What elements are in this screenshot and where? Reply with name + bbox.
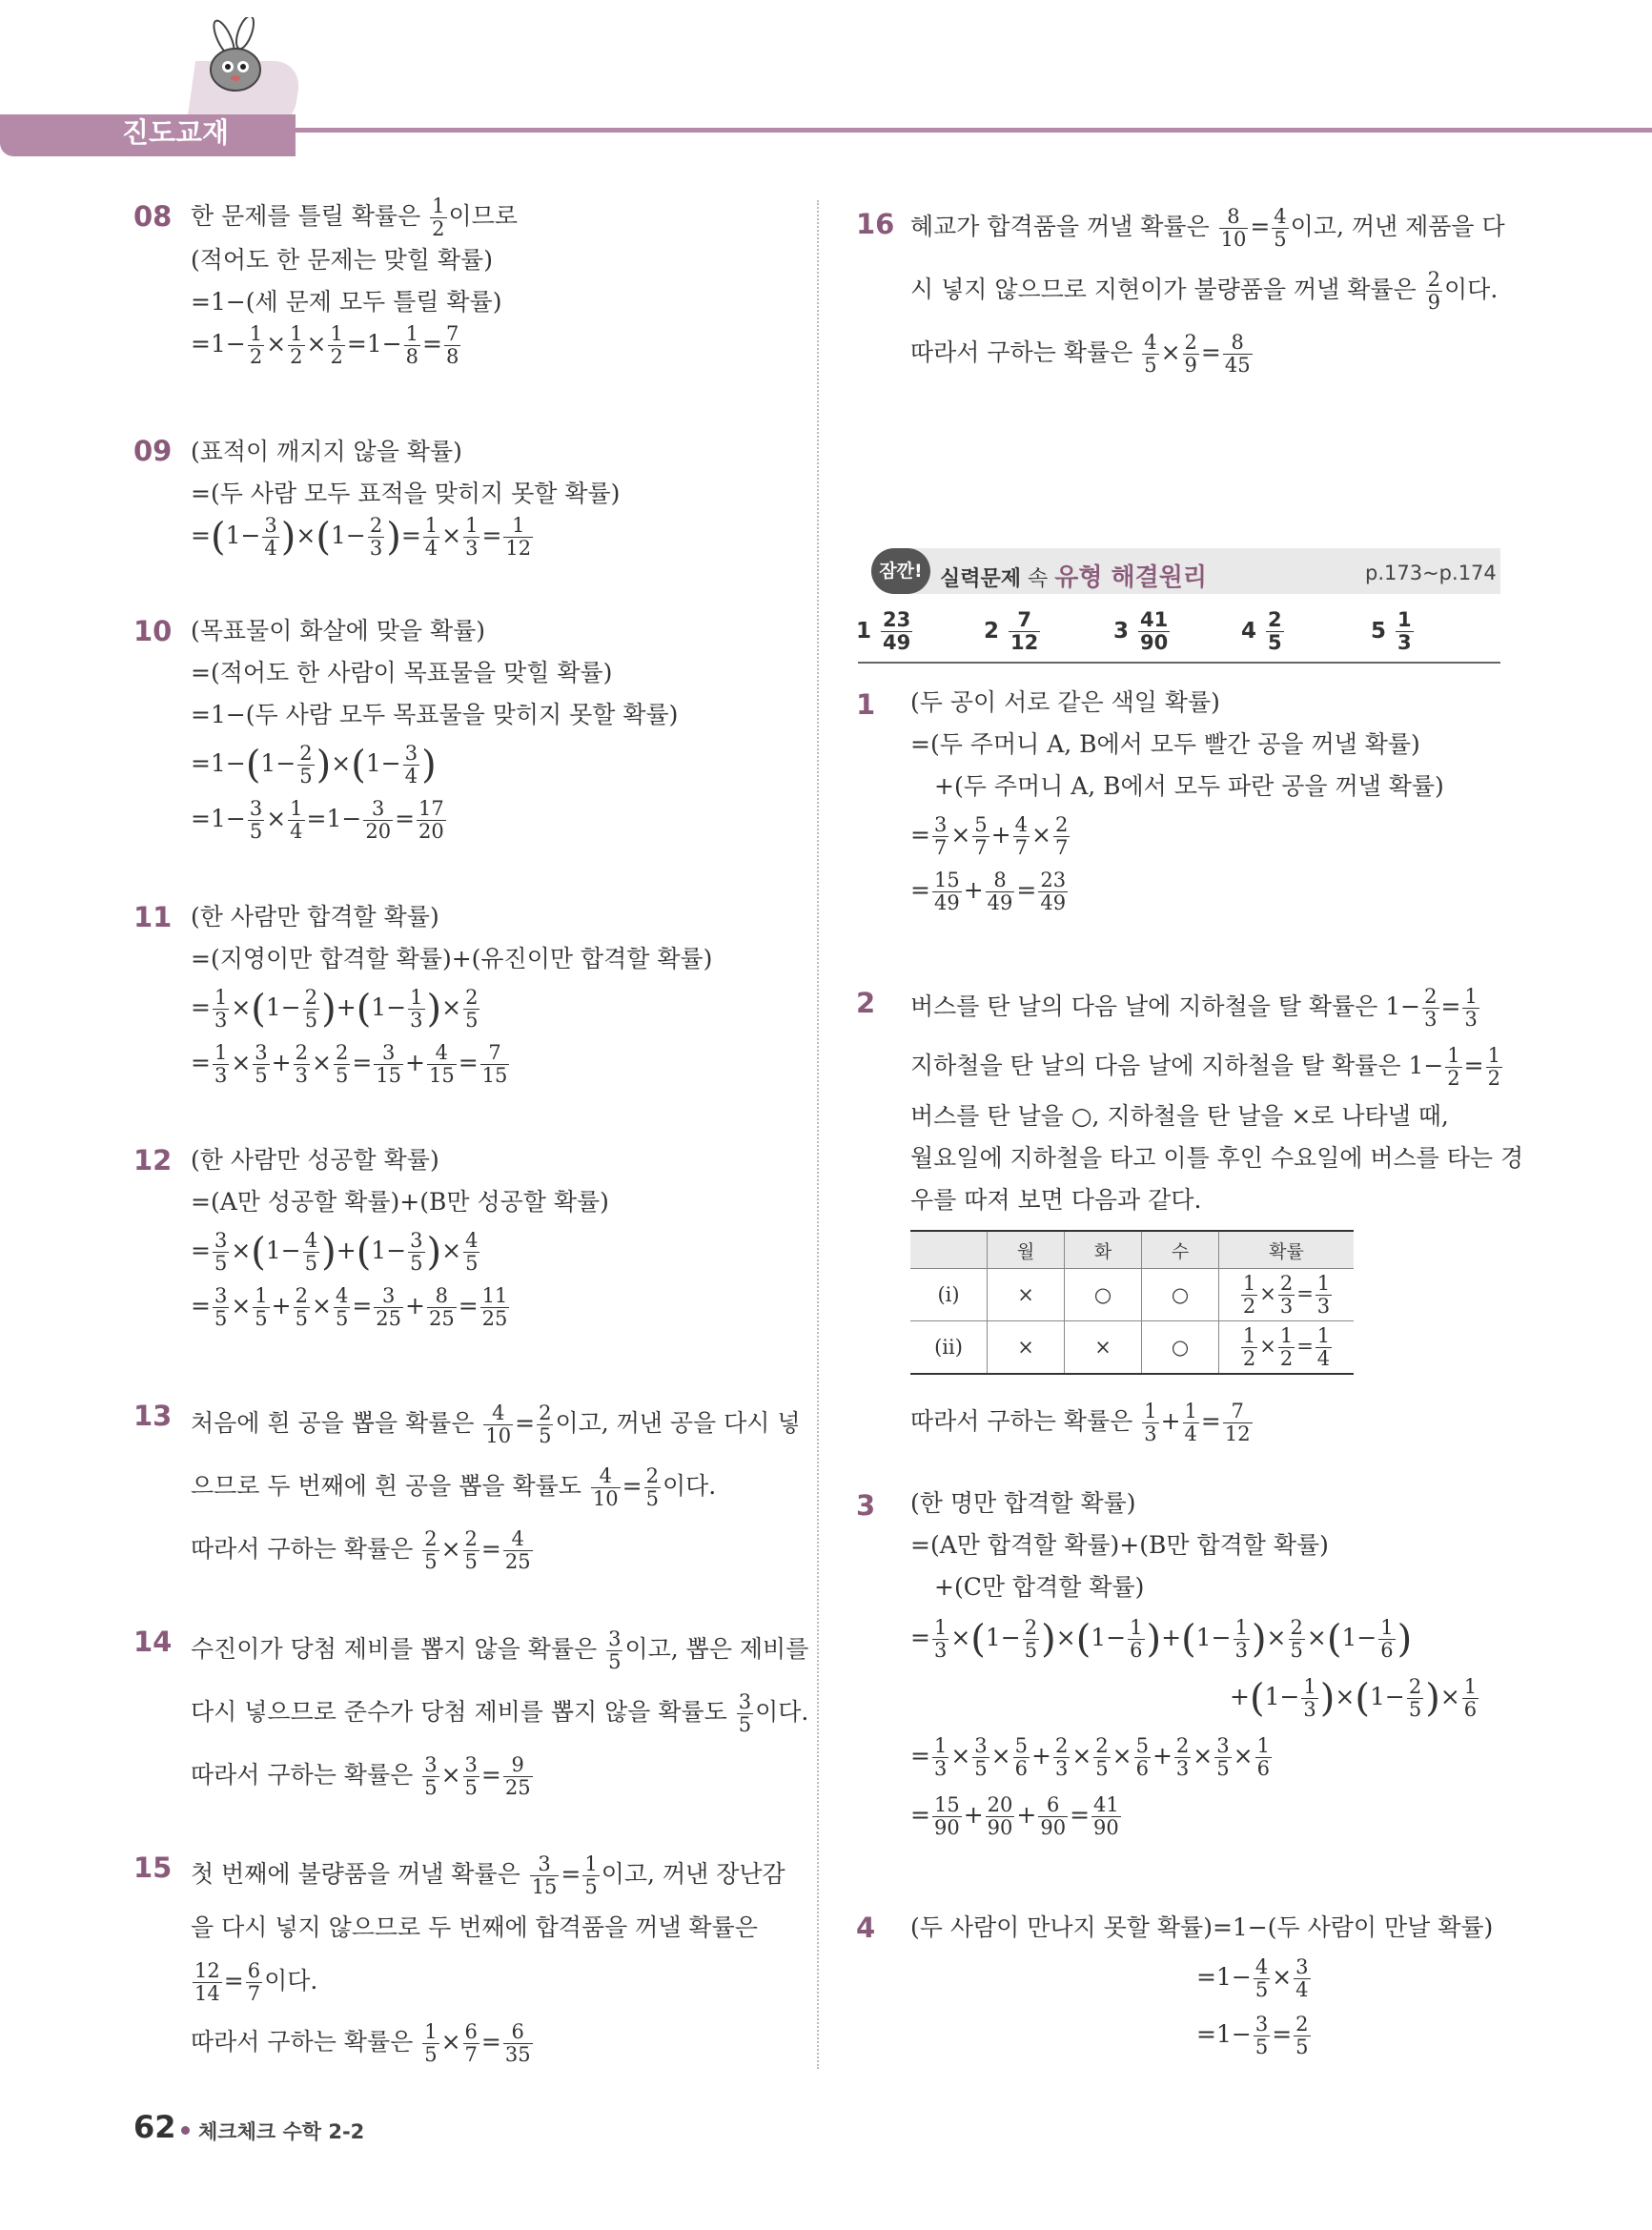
solution-s2: 버스를 탄 날의 다음 날에 지하철을 탈 확률은 1− $\frac{2}{3}$ = $\frac{1}{3}$ 지하철을 탄 날의 다음 날에 지하철을 탈 확률은 1− $\frac{1}{2}$ = $\frac{1}{2}$ 버스를 탄 날을 ○, 지하철을 탄 날을 ×로 나타낼 때, 월요일에 지하철을 타고 이틀 후인 수요일에 버스를 타는 경 우를 따져 보면 다음과 같다. — [910, 985, 1524, 1214]
section-title: 진도교재 — [122, 116, 230, 149]
page-number: 62 — [133, 2109, 176, 2145]
problem-number: 16 — [856, 208, 895, 240]
problem-number: 09 — [133, 435, 173, 467]
probability-table — [910, 1230, 1354, 1375]
solution-s4: (두 사람이 만나지 못할 확률)=1−(두 사람이 만날 확률) =1− $\frac{4}{5}$ × $\frac{3}{4}$ =1− $\frac{3}{5}$ = $\frac{2}{5}$ — [910, 1913, 1494, 2058]
problem-number: 08 — [133, 200, 173, 233]
banner-pill: 잠깐! — [871, 548, 930, 594]
solution-15: 첫 번째에 불량품을 꺼낼 확률은 $\frac{3}{15}$ = $\frac{1}{5}$ 이고, 꺼낸 장난감 을 다시 넣지 않으므로 두 번째에 합격품을 꺼낼 확률은 $\frac{12}{14}$ = $\frac{6}{7}$ 이다. 따라서 구하는 확률은 $\frac{1}{5}$ × $\frac{6}{7}$ = $\frac{6}{35}$ — [191, 1852, 785, 2066]
table-row: (ⅰ) × ○ ○ $\frac{1}{2}$ × $\frac{2}{3}$ = $\frac{1}{3}$ — [910, 1269, 1354, 1321]
problem-number: 4 — [856, 1912, 876, 1944]
answer-item: 3 $\frac{41}{90}$ — [1113, 608, 1169, 654]
problem-number: 12 — [133, 1144, 173, 1176]
table-row: (ⅱ) × × ○ $\frac{1}{2}$ × $\frac{1}{2}$ = $\frac{1}{4}$ — [910, 1321, 1354, 1375]
rabbit-mascot-icon — [195, 17, 300, 103]
banner-title: 실력문제 속 유형 해결원리 — [940, 563, 1208, 592]
problem-number: 1 — [856, 688, 876, 721]
problem-number: 11 — [133, 901, 173, 933]
problem-number: 13 — [133, 1400, 173, 1432]
answer-divider — [858, 662, 1500, 664]
solution-08: 한 문제를 틀릴 확률은 $\frac{1}{2}$ 이므로 (적어도 한 문제는 맞힐 확률) =1−(세 문제 모두 틀릴 확률) =1− $\frac{1}{2}$ × $\frac{1}{2}$ × $\frac{1}{2}$ =1− $\frac{1}{8}$ = $\frac{7}{8}$ — [191, 194, 518, 368]
solution-s1: (두 공이 서로 같은 색일 확률) =(두 주머니 A, B에서 모두 빨간 공을 꺼낼 확률) +(두 주머니 A, B에서 모두 파란 공을 꺼낼 확률) = $\frac{3}{7}$ × $\frac{5}{7}$ + $\frac{4}{7}$ × $\frac{2}{7}$ = $\frac{15}{49}$ + $\frac{8}{49}$ = $\frac{23}{49}$ — [910, 688, 1444, 914]
column-divider — [817, 200, 819, 2069]
problem-number: 14 — [133, 1626, 173, 1658]
solution-s3: (한 명만 합격할 확률) =(A만 합격할 확률)+(B만 합격할 확률) +(C만 합격할 확률) = $\frac{1}{3}$ ×(1− $\frac{2}{5}$ )×(1− $\frac{1}{6}$ )+(1− $\frac{1}{3}$ )× $\frac{2}{5}$ ×(1− $\frac{1}{6}$ ) +(1− $\frac{1}{3}$ )×(1− $\frac{2}{5}$ )× $\frac{1}{6}$ = $\frac{1}{3}$ × $\frac{3}{5}$ × $\frac{5}{6}$ + $\frac{2}{3}$ × $\frac{2}{5}$ × $\frac{5}{6}$ + $\frac{2}{3}$ × $\frac{3}{5}$ × $\frac{1}{6}$ = $\frac{15}{90}$ + $\frac{20}{90}$ + $\frac{6}{90}$ = $\frac{41}{90}$ — [910, 1489, 1478, 1839]
answer-item: 4 $\frac{2}{5}$ — [1241, 608, 1282, 654]
answer-item: 2 $\frac{7}{12}$ — [984, 608, 1039, 654]
answer-item: 5 $\frac{1}{3}$ — [1371, 608, 1412, 654]
answer-item: 1 $\frac{23}{49}$ — [856, 608, 911, 654]
solution-10: (목표물이 화살에 맞을 확률) =(적어도 한 사람이 목표물을 맞힐 확률) =1−(두 사람 모두 목표물을 맞히지 못할 확률) =1−(1− $\frac{2}{5}$ )×(1− $\frac{3}{4}$ ) =1− $\frac{3}{5}$ × $\frac{1}{4}$ =1− $\frac{3}{20}$ = $\frac{17}{20}$ — [191, 617, 679, 843]
solution-09: (표적이 깨지지 않을 확률) =(두 사람 모두 표적을 맞히지 못할 확률) =(1− $\frac{3}{4}$ )×(1− $\frac{2}{3}$ )= $\frac{1}{4}$ × $\frac{1}{3}$ = $\frac{1}{12}$ — [191, 438, 621, 560]
solution-14: 수진이가 당첨 제비를 뽑지 않을 확률은 $\frac{3}{5}$ 이고, 뽑은 제비를 다시 넣으므로 준수가 당첨 제비를 뽑지 않을 확률도 $\frac{3}{5}$ 이다. 따라서 구하는 확률은 $\frac{3}{5}$ × $\frac{3}{5}$ = $\frac{9}{25}$ — [191, 1627, 809, 1799]
solution-16: 혜교가 합격품을 꺼낼 확률은 $\frac{8}{10}$ = $\frac{4}{5}$ 이고, 꺼낸 제품을 다 시 넣지 않으므로 지현이가 불량품을 꺼낼 확률은 $\frac{2}{9}$ 이다. 따라서 구하는 확률은 $\frac{4}{5}$ × $\frac{2}{9}$ = $\frac{8}{45}$ — [910, 205, 1505, 377]
banner-page-range: p.173~p.174 — [1365, 562, 1497, 584]
solution-12: (한 사람만 성공할 확률) =(A만 성공할 확률)+(B만 성공할 확률) = $\frac{3}{5}$ ×(1− $\frac{4}{5}$ )+(1− $\frac{3}{5}$ )× $\frac{4}{5}$ = $\frac{3}{5}$ × $\frac{1}{5}$ + $\frac{2}{5}$ × $\frac{4}{5}$ = $\frac{3}{25}$ + $\frac{8}{25}$ = $\frac{11}{25}$ — [191, 1146, 609, 1330]
solution-s2-result: 따라서 구하는 확률은 $\frac{1}{3}$ + $\frac{1}{4}$ = $\frac{7}{12}$ — [910, 1400, 1251, 1445]
problem-number: 15 — [133, 1852, 173, 1884]
problem-number: 2 — [856, 987, 876, 1019]
problem-number: 3 — [856, 1489, 876, 1522]
footer-dot — [181, 2126, 190, 2135]
book-title: 체크체크 수학 2-2 — [198, 2120, 365, 2143]
solution-11: (한 사람만 합격할 확률) =(지영이만 합격할 확률)+(유진이만 합격할 확률) = $\frac{1}{3}$ ×(1− $\frac{2}{5}$ )+(1− $\frac{1}{3}$ )× $\frac{2}{5}$ = $\frac{1}{3}$ × $\frac{3}{5}$ + $\frac{2}{3}$ × $\frac{2}{5}$ = $\frac{3}{15}$ + $\frac{4}{15}$ = $\frac{7}{15}$ — [191, 903, 713, 1087]
header-rule — [286, 128, 1652, 133]
solution-13: 처음에 흰 공을 뽑을 확률은 $\frac{4}{10}$ = $\frac{2}{5}$ 이고, 꺼낸 공을 다시 넣 으므로 두 번째에 흰 공을 뽑을 확률도 $\frac{4}{10}$ = $\frac{2}{5}$ 이다. 따라서 구하는 확률은 $\frac{2}{5}$ × $\frac{2}{5}$ = $\frac{4}{25}$ — [191, 1401, 801, 1573]
table-header-row: 월 화 수 확률 — [910, 1231, 1354, 1269]
problem-number: 10 — [133, 615, 173, 647]
